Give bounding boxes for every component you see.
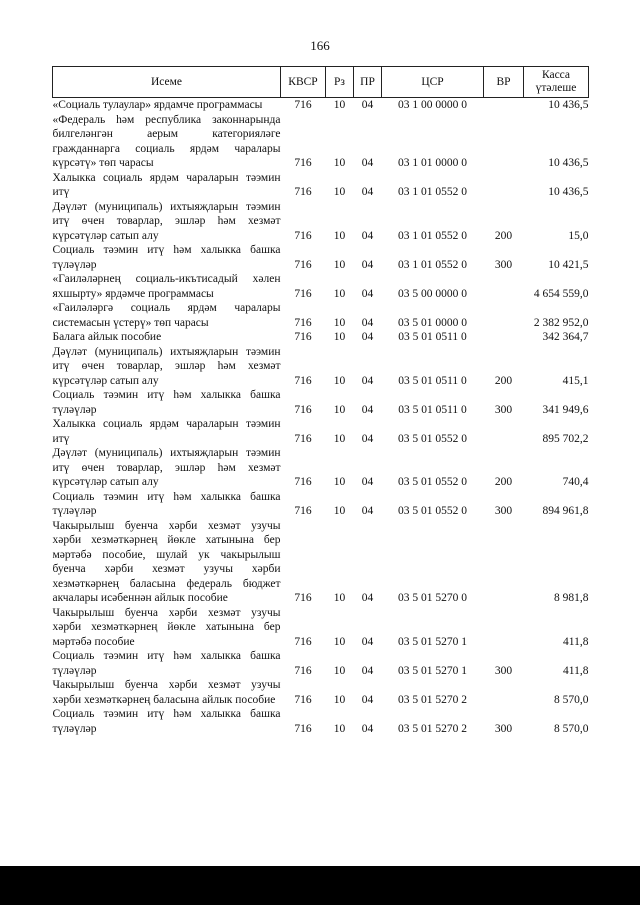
cell-rz: 10 bbox=[333, 99, 346, 111]
cell-name: Социаль тәэмин итү һәм халыкка башка түләүләр bbox=[52, 708, 281, 735]
cell-kvsr: 716 bbox=[294, 287, 312, 300]
cell-name: Дәүләт (муниципаль) ихтыяҗларын тәэмин итү өчен товарлар, эшләр һәм хезмәт күрсәтүләр сатып алу bbox=[52, 345, 281, 387]
cell-amount: 2 382 952,0 bbox=[533, 316, 589, 329]
cell-pr: 04 bbox=[361, 432, 374, 445]
cell-pr: 04 bbox=[361, 693, 374, 706]
header-pr: ПР bbox=[354, 67, 382, 98]
cell-kvsr: 716 bbox=[294, 374, 312, 387]
cell-vr bbox=[484, 171, 524, 200]
cell-rz: 10 bbox=[333, 693, 346, 706]
cell-name: «Социаль тулаулар» ярдамче программасы bbox=[52, 99, 263, 111]
cell-vr: 300 bbox=[494, 258, 513, 271]
cell-pr: 04 bbox=[361, 258, 374, 271]
cell-vr: 300 bbox=[494, 505, 513, 517]
cell-kvsr: 716 bbox=[294, 316, 312, 329]
cell-kvsr: 716 bbox=[294, 635, 312, 648]
table-row bbox=[53, 606, 589, 650]
table-row bbox=[53, 707, 589, 736]
cell-kvsr: 716 bbox=[294, 505, 312, 517]
cell-rz: 10 bbox=[333, 186, 346, 198]
cell-rz: 10 bbox=[333, 287, 346, 300]
cell-csr: 03 5 01 0552 0 bbox=[398, 505, 467, 517]
cell-rz: 10 bbox=[333, 432, 346, 445]
cell-pr: 04 bbox=[361, 476, 374, 488]
cell-csr: 03 5 01 5270 0 bbox=[398, 592, 467, 604]
cell-pr: 04 bbox=[361, 99, 374, 111]
cell-rz: 10 bbox=[333, 722, 346, 735]
cell-csr: 03 5 01 5270 2 bbox=[398, 722, 467, 735]
cell-kvsr: 716 bbox=[294, 186, 312, 198]
cell-name: Чакырылыш буенча хәрби хезмәт узучы хәрби хезмәткәрнең йөкле хатынына бер мәртәбә пособие bbox=[52, 606, 281, 648]
cell-csr: 03 1 01 0552 0 bbox=[398, 258, 467, 271]
cell-kvsr: 716 bbox=[294, 432, 312, 445]
cell-csr: 03 5 01 0511 0 bbox=[398, 403, 467, 416]
cell-name: Балага айлык пособие bbox=[52, 331, 162, 343]
cell-amount: 10 436,5 bbox=[548, 157, 589, 169]
cell-pr: 04 bbox=[361, 287, 374, 300]
table-row bbox=[53, 243, 589, 272]
cell-kvsr: 716 bbox=[294, 476, 312, 488]
cell-amount: 341 949,6 bbox=[542, 403, 589, 416]
cell-pr: 04 bbox=[361, 635, 374, 648]
cell-pr: 04 bbox=[361, 229, 374, 242]
table-row bbox=[53, 171, 589, 200]
cell-vr bbox=[484, 606, 524, 650]
cell-amount: 894 961,8 bbox=[542, 505, 589, 517]
cell-vr bbox=[484, 519, 524, 606]
cell-csr: 03 5 01 0511 0 bbox=[398, 331, 467, 343]
cell-name: Дәүләт (муниципаль) ихтыяҗларын тәэмин итү өчен товарлар, эшләр һәм хезмәт күрсәтүләр сатып алу bbox=[52, 200, 281, 242]
table-body bbox=[53, 98, 589, 737]
cell-rz: 10 bbox=[333, 157, 346, 169]
table-row bbox=[53, 649, 589, 678]
cell-amount: 10 436,5 bbox=[548, 99, 589, 111]
cell-rz: 10 bbox=[333, 374, 346, 387]
cell-amount: 10 421,5 bbox=[548, 258, 589, 271]
cell-vr bbox=[484, 417, 524, 446]
table-row bbox=[53, 490, 589, 519]
cell-name: Халыкка социаль ярдәм чараларын тәэмин итү bbox=[52, 171, 281, 198]
header-kvsr: КВСР bbox=[281, 67, 326, 98]
header-name: Исеме bbox=[53, 67, 281, 98]
cell-rz: 10 bbox=[333, 505, 346, 517]
cell-pr: 04 bbox=[361, 157, 374, 169]
cell-csr: 03 1 01 0552 0 bbox=[398, 186, 467, 198]
cell-amount: 4 654 559,0 bbox=[533, 287, 589, 300]
cell-pr: 04 bbox=[361, 592, 374, 604]
header-rz: Рз bbox=[326, 67, 354, 98]
cell-csr: 03 5 01 0000 0 bbox=[398, 316, 467, 329]
cell-pr: 04 bbox=[361, 331, 374, 343]
cell-csr: 03 5 01 5270 1 bbox=[398, 635, 467, 648]
cell-rz: 10 bbox=[333, 403, 346, 416]
table-row bbox=[53, 345, 589, 389]
cell-rz: 10 bbox=[333, 229, 346, 242]
cell-rz: 10 bbox=[333, 316, 346, 329]
table-row bbox=[53, 330, 589, 345]
cell-vr bbox=[484, 272, 524, 301]
table-row bbox=[53, 98, 589, 113]
budget-table bbox=[52, 66, 589, 736]
table-row bbox=[53, 678, 589, 707]
cell-name: Социаль тәэмин итү һәм халыкка башка түләүләр bbox=[52, 490, 281, 517]
cell-kvsr: 716 bbox=[294, 592, 312, 604]
cell-kvsr: 716 bbox=[294, 693, 312, 706]
cell-csr: 03 1 00 0000 0 bbox=[398, 99, 467, 111]
cell-amount: 10 436,5 bbox=[548, 186, 589, 198]
cell-vr: 200 bbox=[494, 229, 513, 242]
header-vr: ВР bbox=[484, 67, 524, 98]
cell-pr: 04 bbox=[361, 316, 374, 329]
cell-csr: 03 1 01 0000 0 bbox=[398, 157, 467, 169]
cell-kvsr: 716 bbox=[294, 229, 312, 242]
cell-kvsr: 716 bbox=[294, 403, 312, 416]
cell-name: «Федераль һәм республика законнарында билгеләнгән аерым категорияләге гражданнарга социаль ярдәм чаралары күрсәтү» төп чарасы bbox=[52, 113, 281, 169]
cell-name: Социаль тәэмин итү һәм халыкка башка түләүләр bbox=[52, 244, 281, 271]
cell-pr: 04 bbox=[361, 505, 374, 517]
header-csr: ЦСР bbox=[382, 67, 484, 98]
table-row bbox=[53, 417, 589, 446]
cell-name: «Гаиләләргә социаль ярдәм чаралары системасын үстерү» төп чарасы bbox=[52, 302, 281, 329]
cell-name: Дәүләт (муниципаль) ихтыяҗларын тәэмин итү өчен товарлар, эшләр һәм хезмәт күрсәтүләр сатып алу bbox=[52, 447, 281, 488]
cell-amount: 411,8 bbox=[563, 664, 589, 677]
cell-pr: 04 bbox=[361, 403, 374, 416]
cell-amount: 740,4 bbox=[562, 476, 589, 488]
cell-name: «Гаиләләрнең социаль-икътисадый хәлен яхшырту» ярдәмче программасы bbox=[52, 273, 281, 300]
cell-vr bbox=[484, 301, 524, 330]
cell-rz: 10 bbox=[333, 592, 346, 604]
cell-pr: 04 bbox=[361, 374, 374, 387]
cell-vr bbox=[484, 330, 524, 345]
cell-rz: 10 bbox=[333, 664, 346, 677]
cell-vr: 200 bbox=[494, 374, 513, 387]
table-row bbox=[53, 272, 589, 301]
cell-vr: 200 bbox=[494, 476, 513, 488]
table-row bbox=[53, 200, 589, 244]
cell-csr: 03 5 01 5270 1 bbox=[398, 664, 467, 677]
cell-csr: 03 5 00 0000 0 bbox=[398, 287, 467, 300]
cell-vr: 300 bbox=[494, 664, 513, 677]
table-row bbox=[53, 113, 589, 171]
cell-kvsr: 716 bbox=[294, 664, 312, 677]
table-row bbox=[53, 519, 589, 606]
cell-vr: 300 bbox=[494, 403, 513, 416]
cell-amount: 8 981,8 bbox=[554, 592, 589, 604]
cell-pr: 04 bbox=[361, 722, 374, 735]
scan-border bbox=[0, 866, 640, 905]
cell-vr bbox=[484, 678, 524, 707]
cell-amount: 411,8 bbox=[563, 635, 589, 648]
cell-vr bbox=[484, 98, 524, 113]
header-amount: Касса үтәлеше bbox=[524, 67, 589, 98]
cell-kvsr: 716 bbox=[294, 331, 312, 343]
cell-name: Халыкка социаль ярдәм чараларын тәэмин итү bbox=[52, 418, 281, 445]
cell-name: Социаль тәэмин итү һәм халыкка башка түләүләр bbox=[52, 389, 281, 416]
cell-kvsr: 716 bbox=[294, 157, 312, 169]
table-row bbox=[53, 301, 589, 330]
cell-rz: 10 bbox=[333, 635, 346, 648]
cell-csr: 03 5 01 0511 0 bbox=[398, 374, 467, 387]
table-header-row bbox=[53, 67, 589, 98]
cell-amount: 8 570,0 bbox=[554, 722, 589, 735]
cell-rz: 10 bbox=[333, 476, 346, 488]
cell-kvsr: 716 bbox=[294, 258, 312, 271]
cell-kvsr: 716 bbox=[294, 722, 312, 735]
cell-amount: 15,0 bbox=[568, 229, 589, 242]
cell-amount: 342 364,7 bbox=[542, 331, 589, 343]
cell-csr: 03 5 01 5270 2 bbox=[398, 693, 467, 706]
cell-rz: 10 bbox=[333, 331, 346, 343]
cell-amount: 895 702,2 bbox=[542, 432, 589, 445]
table-row bbox=[53, 446, 589, 490]
cell-kvsr: 716 bbox=[294, 99, 312, 111]
cell-pr: 04 bbox=[361, 664, 374, 677]
cell-rz: 10 bbox=[333, 258, 346, 271]
cell-amount: 415,1 bbox=[562, 374, 589, 387]
cell-vr: 300 bbox=[494, 722, 513, 735]
cell-csr: 03 5 01 0552 0 bbox=[398, 432, 467, 445]
table-row bbox=[53, 388, 589, 417]
cell-csr: 03 1 01 0552 0 bbox=[398, 229, 467, 242]
cell-csr: 03 5 01 0552 0 bbox=[398, 476, 467, 488]
cell-vr bbox=[484, 113, 524, 171]
cell-name: Социаль тәэмин итү һәм халыкка башка түләүләр bbox=[52, 650, 281, 677]
cell-name: Чакырылыш буенча хәрби хезмәт узучы хәрби хезмәткәрнең баласына айлык пособие bbox=[52, 679, 281, 706]
cell-amount: 8 570,0 bbox=[554, 693, 589, 706]
page-number: 166 bbox=[310, 38, 330, 53]
cell-pr: 04 bbox=[361, 186, 374, 198]
cell-name: Чакырылыш буенча хәрби хезмәт узучы хәрби хезмәткәрнең йөкле хатынына бер мәртәбә пособие, шулай ук чакырылыш буенча хәрби хезмәт узучы хәрби хезмәткәрнең баласына федераль бюджет акчалары исәбеннән айлык пособие bbox=[52, 519, 281, 604]
